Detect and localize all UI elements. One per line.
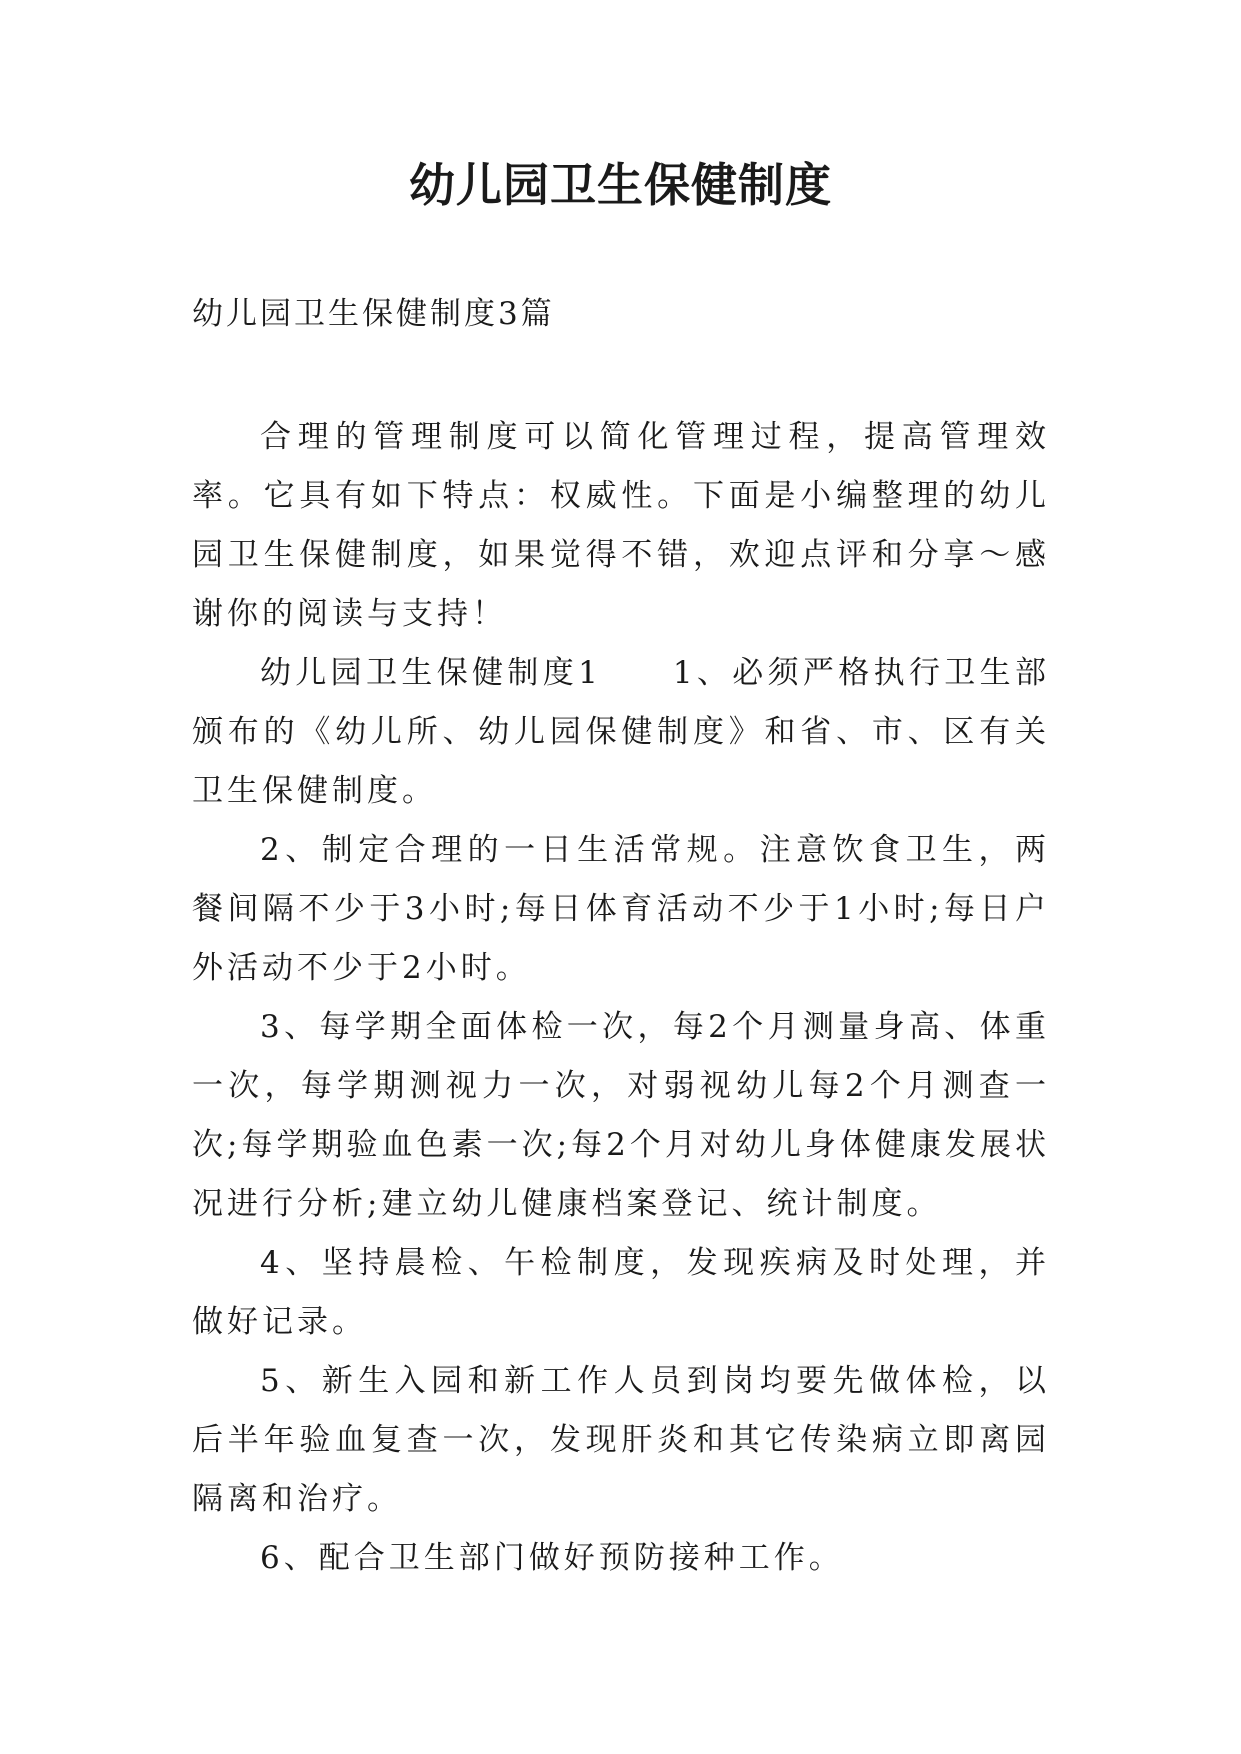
paragraph-rule-4: 4、坚持晨检、午检制度，发现疾病及时处理，并做好记录。 (192, 1245, 1050, 1340)
document-body (192, 408, 1050, 1588)
document-title: 幼儿园卫生保健制度 (409, 158, 832, 212)
document-subtitle: 幼儿园卫生保健制度3篇 (192, 296, 555, 332)
paragraph-rule-3: 3、每学期全面体检一次，每2个月测量身高、体重一次，每学期测视力一次，对弱视幼儿每2个月测查一次;每学期验血色素一次;每2个月对幼儿身体健康发展状况进行分析;建立幼儿健康档案登记、统计制度。 (192, 1009, 1050, 1222)
paragraph-intro: 合理的管理制度可以简化管理过程，提高管理效率。它具有如下特点：权威性。下面是小编整理的幼儿园卫生保健制度，如果觉得不错，欢迎点评和分享～感谢你的阅读与支持！ (192, 419, 1050, 632)
paragraph-rule-1: 幼儿园卫生保健制度1 1、必须严格执行卫生部颁布的《幼儿所、幼儿园保健制度》和省、市、区有关卫生保健制度。 (192, 655, 1050, 809)
paragraph-rule-2: 2、制定合理的一日生活常规。注意饮食卫生，两餐间隔不少于3小时;每日体育活动不少于1小时;每日户外活动不少于2小时。 (192, 832, 1050, 986)
paragraph-rule-5: 5、新生入园和新工作人员到岗均要先做体检，以后半年验血复查一次，发现肝炎和其它传染病立即离园隔离和治疗。 (192, 1363, 1050, 1517)
paragraph-rule-6: 6、配合卫生部门做好预防接种工作。 (260, 1540, 844, 1576)
